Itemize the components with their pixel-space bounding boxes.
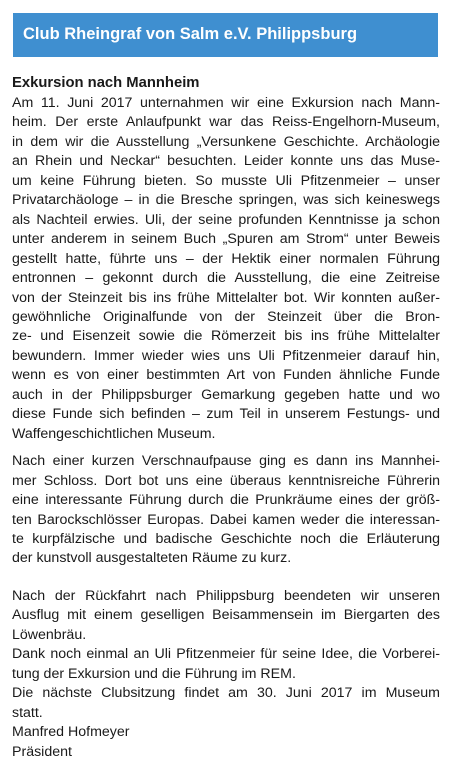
text-line: in dem wir die Ausstellung „Versunkene Geschichte. Archäologie [12, 133, 440, 150]
paragraph-return-trip [12, 587, 440, 645]
signature [12, 723, 440, 762]
signature-name: Manfred Hofmeyer [12, 724, 130, 741]
text-line: Nach der Rückfahrt nach Philippsburg beendeten wir unseren [12, 587, 440, 604]
text-line: ten Barockschlösser Europas. Dabei kamen weder die interessan- [12, 511, 440, 528]
paragraph-castle [12, 452, 440, 569]
text-line: Ausflug mit einem geselligen Beisammensein im Biergarten des [12, 607, 440, 624]
text-line: Waffengeschichtlichen Museum. [12, 425, 216, 442]
text-line: Am 11. Juni 2017 unternahmen wir eine Exkursion nach Mann- [12, 95, 440, 111]
text-line: eine interessante Führung durch die Prunkräume eines der größ- [12, 492, 440, 509]
text-line: gestellt hatte, führte uns – der Hektik einer normalen Führung [12, 250, 440, 267]
paragraph-thanks [12, 645, 440, 684]
text-line: als Nachteil erwies. Uli, der seine profunden Kenntnisse ja schon [12, 211, 440, 228]
text-line: mer Schloss. Dort bot uns eine überaus kenntnisreiche Führerin [12, 472, 440, 489]
club-name-title: Club Rheingraf von Salm e.V. Philippsburg [23, 25, 358, 43]
text-line: te kurpfälzische und badische Geschichte noch die Erläuterung [12, 530, 440, 547]
text-line: ze- und Eisenzeit sowie die Römerzeit bis ins frühe Mittelalter [12, 328, 440, 345]
text-line: bewundern. Immer wieder wies uns Uli Pfitzenmeier darauf hin, [12, 347, 440, 364]
text-line: statt. [12, 704, 43, 721]
text-line: Privatarchäologe – in die Bresche springen, was sich keineswegs [12, 192, 440, 209]
text-line: Dank noch einmal an Uli Pfitzenmeier für seine Idee, die Vorberei- [12, 646, 440, 663]
paragraph-exhibition [12, 94, 440, 444]
paragraph-spacer [12, 444, 440, 452]
text-line: unter anderem in seinem Buch „Spuren am Strom“ unter Beweis [12, 231, 440, 248]
text-line: heim. Der erste Anlaufpunkt war das Reiss-Engelhorn-Museum, [12, 114, 440, 131]
text-line: entronnen – gekonnt durch die Ausstellung, die eine Zeitreise [12, 270, 440, 287]
article-title: Exkursion nach Mannheim [12, 75, 200, 91]
paragraph-spacer [12, 569, 440, 587]
text-line: Nach einer kurzen Verschnaufpause ging es dann ins Mannhei- [12, 453, 440, 470]
text-line: von der Steinzeit bis ins frühe Mittelalter bot. Wir konnten außer- [12, 289, 440, 306]
signature-role: Präsident [12, 743, 72, 760]
text-line: diese Funde sich befinden – zum Teil in unserem Festungs- und [12, 406, 440, 423]
text-line: um keine Führung bieten. So musste Uli Pfitzenmeier – unser [12, 172, 440, 189]
article [12, 74, 440, 762]
text-line: Löwenbräu. [12, 626, 87, 643]
text-line: an Rhein und Neckar“ besuchten. Leider konnte uns das Muse- [12, 153, 440, 170]
paragraph-next-meeting [12, 684, 440, 723]
text-line: tung der Exkursion und die Führung im REM. [12, 665, 296, 682]
text-line: wenn es von einer bestimmten Art von Funden ähnliche Funde [12, 367, 440, 384]
text-line: Die nächste Clubsitzung findet am 30. Juni 2017 im Museum [12, 685, 440, 702]
text-line: auch in der Philippsburger Gemarkung gegeben hatte und wo [12, 386, 440, 403]
header-banner [13, 13, 438, 57]
text-line: der kunstvoll ausgestalteten Räume zu kurz. [12, 550, 292, 567]
text-line: gewöhnliche Originalfunde von der Steinzeit über die Bron- [12, 308, 440, 325]
